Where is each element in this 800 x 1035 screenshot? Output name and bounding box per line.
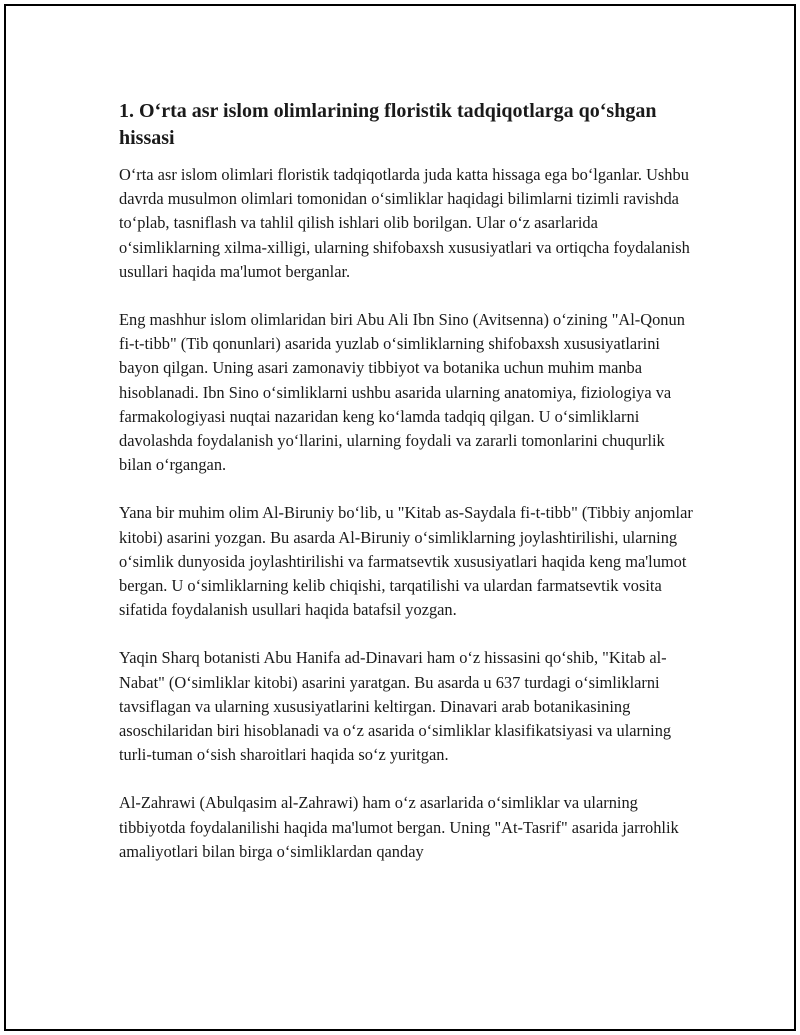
paragraph-1: O‘rta asr islom olimlari floristik tadqiqotlarda juda katta hissaga ega bo‘lganlar. Ushbu davrda musulmon olimlari tomonidan o‘simliklar haqidagi bilimlarni tizimli ravishda to‘plab, tasniflash va tahlil qilish ishlari olib borilgan. Ular o‘z asarlarida o‘simliklarning xilma-xilligi, ularning shifobaxsh xususiyatlari va ortiqcha foydalanish usullari haqida ma'lumot berganlar. xyxy=(119,165,690,281)
page xyxy=(4,4,796,1031)
section-title: 1. O‘rta asr islom olimlarining floristik tadqiqotlarga qo‘shgan hissasi xyxy=(119,100,657,149)
paragraph-3: Yana bir muhim olim Al-Biruniy bo‘lib, u "Kitab as-Saydala fi-t-tibb" (Tibbiy anjomlar kitobi) asarini yozgan. Bu asarda Al-Biruniy o‘simliklarning joylashtirilishi, ularning o‘simlik dunyosida joylashtirilishi va farmatsevtik xususiyatlari haqida keng ma'lumot bergan. U o‘simliklarning kelib chiqishi, tarqatilishi va ulardan farmatsevtik vosita sifatida foydalanish usullari haqida batafsil yozgan. xyxy=(119,503,693,620)
document-body xyxy=(119,98,699,888)
paragraph-2: Eng mashhur islom olimlaridan biri Abu Ali Ibn Sino (Avitsenna) o‘zining "Al-Qonun fi-t-tibb" (Tib qonunlari) asarida yuzlab o‘simliklarning shifobaxsh xususiyatlarini bayon qilgan. Uning asari zamonaviy tibbiyot va botanika uchun muhim manba hisoblanadi. Ibn Sino o‘simliklarni ushbu asarida ularning anatomiya, fiziologiya va farmakologiyasi nuqtai nazaridan keng ko‘lamda tadqiq qilgan. U o‘simliklarni davolashda foydalanish yo‘llarini, ularning foydali va zararli tomonlarini chuqurlik bilan o‘rgangan. xyxy=(119,310,685,475)
paragraph-4: Yaqin Sharq botanisti Abu Hanifa ad-Dinavari ham o‘z hissasini qo‘shib, "Kitab al-Nabat" (O‘simliklar kitobi) asarini yaratgan. Bu asarda u 637 turdagi o‘simliklarni tavsiflagan va ularning xususiyatlarini keltirgan. Dinavari arab botanikasining asoschilaridan biri hisoblanadi va o‘z asarida o‘simliklar klasifikatsiyasi va ularning turli-tuman o‘sish sharoitlari haqida so‘z yuritgan. xyxy=(119,648,672,765)
paragraph-5: Al-Zahrawi (Abulqasim al-Zahrawi) ham o‘z asarlarida o‘simliklar va ularning tibbiyotda foydalanilishi haqida ma'lumot bergan. Uning "At-Tasrif" asarida jarrohlik amaliyotlari bilan birga o‘simliklardan qanday xyxy=(119,793,679,861)
